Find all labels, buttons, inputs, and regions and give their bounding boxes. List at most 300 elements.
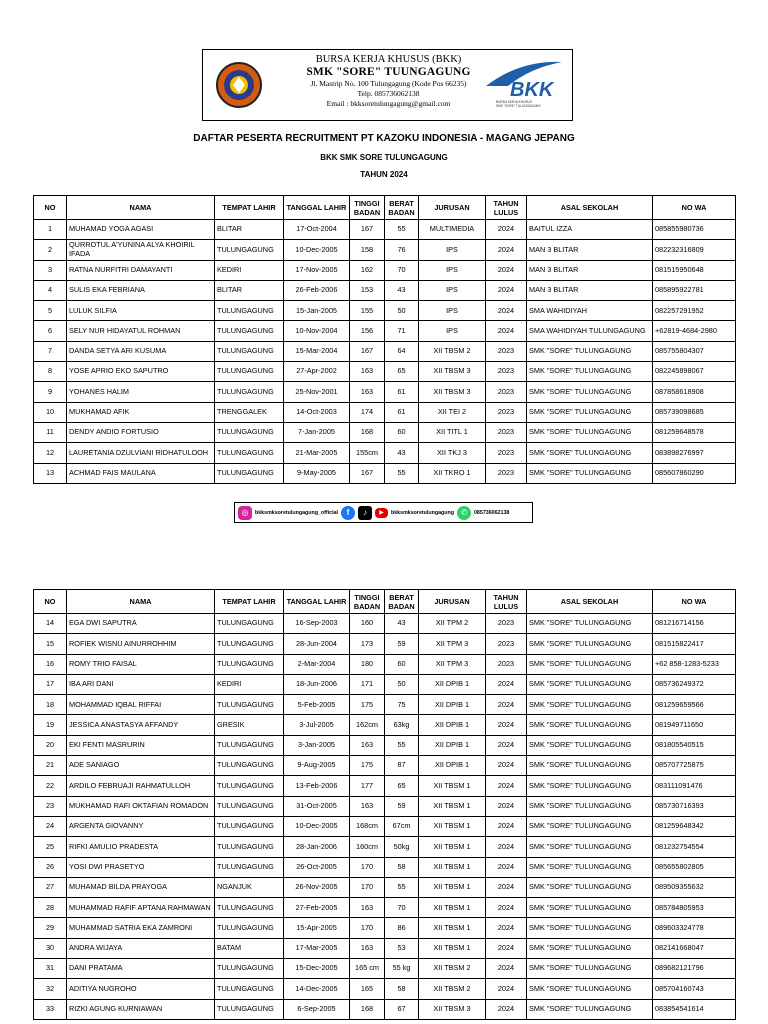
cell-asal-sekolah: SMK "SORE" TULUNGAGUNG [527,654,653,674]
cell-no-wa: 085739098685 [653,402,736,422]
cell-no: 32 [34,979,67,999]
cell-tempat-lahir: TULUNGAGUNG [215,341,284,361]
cell-tahun-lulus: 2024 [486,796,527,816]
cell-tanggal-lahir: 31-Oct-2005 [284,796,350,816]
cell-jurusan: IPS [419,240,486,260]
document-subtitle: BKK SMK SORE TULUNGAGUNG [320,153,448,162]
table-row [34,735,736,755]
cell-jurusan: XII TBSM 2 [419,979,486,999]
letterhead-phone: Telp. 085736062138 [357,89,420,98]
column-header-no: NO [34,196,67,220]
table-row [34,654,736,674]
cell-tahun-lulus: 2024 [486,979,527,999]
cell-berat-badan: 58 [385,857,419,877]
cell-jurusan: XII DPIB 1 [419,756,486,776]
table-row [34,382,736,402]
cell-berat-badan: 55 [385,735,419,755]
table-row [34,837,736,857]
cell-nama: MUKHAMAD RAFI OKTAFIAN ROMADON [67,796,215,816]
school-emblem-icon [213,61,265,109]
cell-asal-sekolah: SMK "SORE" TULUNGAGUNG [527,979,653,999]
cell-asal-sekolah: MAN 3 BLITAR [527,240,653,260]
cell-tanggal-lahir: 26-Nov-2005 [284,877,350,897]
cell-no-wa: 085704160743 [653,979,736,999]
cell-no-wa: 082232316809 [653,240,736,260]
table-row [34,260,736,280]
cell-no: 21 [34,756,67,776]
cell-tahun-lulus: 2023 [486,654,527,674]
cell-jurusan: XII TBSM 2 [419,341,486,361]
column-header-tinggi-badan: TINGGI BADAN [350,590,385,614]
cell-tempat-lahir: TULUNGAGUNG [215,959,284,979]
cell-berat-badan: 43 [385,280,419,300]
cell-jurusan: IPS [419,260,486,280]
cell-jurusan: XII TBSM 1 [419,816,486,836]
cell-no: 15 [34,634,67,654]
cell-tempat-lahir: TULUNGAGUNG [215,634,284,654]
cell-jurusan: XII TPM 3 [419,634,486,654]
cell-asal-sekolah: SMK "SORE" TULUNGAGUNG [527,837,653,857]
cell-no: 2 [34,240,67,260]
cell-no-wa: 085755804307 [653,341,736,361]
whatsapp-icon: ✆ [457,506,471,520]
cell-tinggi-badan: 163 [350,938,385,958]
cell-asal-sekolah: SMK "SORE" TULUNGAGUNG [527,999,653,1019]
cell-asal-sekolah: SMK "SORE" TULUNGAGUNG [527,463,653,483]
cell-tempat-lahir: TULUNGAGUNG [215,776,284,796]
cell-berat-badan: 65 [385,362,419,382]
cell-berat-badan: 55 [385,877,419,897]
cell-asal-sekolah: SMK "SORE" TULUNGAGUNG [527,382,653,402]
cell-tinggi-badan: 163 [350,362,385,382]
cell-tempat-lahir: TULUNGAGUNG [215,463,284,483]
cell-tinggi-badan: 170 [350,857,385,877]
cell-no: 7 [34,341,67,361]
cell-jurusan: XII TBSM 3 [419,382,486,402]
cell-nama: RATNA NURFITRI DAMAYANTI [67,260,215,280]
cell-no: 1 [34,220,67,240]
cell-no-wa: 089509355632 [653,877,736,897]
cell-tahun-lulus: 2024 [486,898,527,918]
column-header-no: NO [34,590,67,614]
cell-asal-sekolah: SMK "SORE" TULUNGAGUNG [527,938,653,958]
cell-nama: RIZKI AGUNG KURNIAWAN [67,999,215,1019]
cell-jurusan: XII TBSM 1 [419,857,486,877]
cell-asal-sekolah: SMK "SORE" TULUNGAGUNG [527,362,653,382]
cell-no-wa: 085855980736 [653,220,736,240]
cell-tahun-lulus: 2024 [486,674,527,694]
cell-tinggi-badan: 173 [350,634,385,654]
cell-no-wa: 081805540515 [653,735,736,755]
column-header-nama: NAMA [67,196,215,220]
table-row [34,341,736,361]
table-row [34,877,736,897]
cell-nama: ROFIEK WISNU AINURROHHIM [67,634,215,654]
cell-tahun-lulus: 2024 [486,877,527,897]
cell-tempat-lahir: BLITAR [215,220,284,240]
cell-tahun-lulus: 2024 [486,260,527,280]
bkk-logo-sub1: BURSA KERJA KHUSUS [496,100,532,104]
cell-no-wa: 085784805953 [653,898,736,918]
cell-tanggal-lahir: 28-Jan-2006 [284,837,350,857]
cell-tempat-lahir: BATAM [215,938,284,958]
cell-tahun-lulus: 2024 [486,756,527,776]
cell-tinggi-badan: 155cm [350,443,385,463]
cell-no: 22 [34,776,67,796]
cell-tanggal-lahir: 17-Mar-2005 [284,938,350,958]
cell-nama: MOHAMMAD IQBAL RIFFAI [67,695,215,715]
cell-tinggi-badan: 163 [350,796,385,816]
cell-asal-sekolah: SMK "SORE" TULUNGAGUNG [527,674,653,694]
cell-berat-badan: 61 [385,402,419,422]
column-header-tahun-lulus: TAHUN LULUS [486,590,527,614]
cell-asal-sekolah: SMK "SORE" TULUNGAGUNG [527,443,653,463]
cell-no: 28 [34,898,67,918]
column-header-tanggal-lahir: TANGGAL LAHIR [284,196,350,220]
column-header-no-wa: NO WA [653,590,736,614]
table-row [34,463,736,483]
cell-nama: MUKHAMAD AFIK [67,402,215,422]
cell-jurusan: IPS [419,301,486,321]
cell-berat-badan: 63kg [385,715,419,735]
cell-no-wa: +62819-4684-2980 [653,321,736,341]
cell-tanggal-lahir: 18-Jun-2006 [284,674,350,694]
cell-berat-badan: 70 [385,260,419,280]
cell-jurusan: XII DPIB 1 [419,695,486,715]
cell-no: 14 [34,614,67,634]
table-row [34,422,736,442]
cell-no: 29 [34,918,67,938]
cell-tanggal-lahir: 25-Nov-2001 [284,382,350,402]
cell-tanggal-lahir: 13-Feb-2006 [284,776,350,796]
column-header-berat-badan: BERAT BADAN [385,196,419,220]
table-row [34,816,736,836]
cell-no-wa: 081949711650 [653,715,736,735]
cell-tahun-lulus: 2024 [486,695,527,715]
cell-tanggal-lahir: 26-Feb-2006 [284,280,350,300]
cell-tinggi-badan: 160cm [350,837,385,857]
cell-tahun-lulus: 2023 [486,422,527,442]
cell-tahun-lulus: 2024 [486,735,527,755]
column-header-jurusan: JURUSAN [419,196,486,220]
social-media-bar [234,502,533,523]
column-header-jurusan: JURUSAN [419,590,486,614]
cell-asal-sekolah: SMA WAHIDIYAH [527,301,653,321]
cell-jurusan: XII TPM 2 [419,614,486,634]
table-header-row [34,590,736,614]
table-row [34,614,736,634]
youtube-handle: bkksmksoretulungagung [391,509,454,516]
cell-tanggal-lahir: 15-Apr-2005 [284,918,350,938]
cell-berat-badan: 50kg [385,837,419,857]
cell-tinggi-badan: 160 [350,614,385,634]
cell-tahun-lulus: 2024 [486,959,527,979]
cell-berat-badan: 55 kg [385,959,419,979]
cell-no-wa: 089603324778 [653,918,736,938]
cell-no: 19 [34,715,67,735]
cell-nama: MUHAMAD YOGA AGASI [67,220,215,240]
cell-tanggal-lahir: 17-Nov-2005 [284,260,350,280]
cell-jurusan: XII TPM 3 [419,654,486,674]
cell-berat-badan: 55 [385,220,419,240]
cell-tanggal-lahir: 9-Aug-2005 [284,756,350,776]
cell-no-wa: 085730716393 [653,796,736,816]
cell-tahun-lulus: 2024 [486,321,527,341]
column-header-tempat-lahir: TEMPAT LAHIR [215,590,284,614]
cell-tanggal-lahir: 17-Oct-2004 [284,220,350,240]
cell-tempat-lahir: TULUNGAGUNG [215,796,284,816]
table-row [34,918,736,938]
cell-tinggi-badan: 155 [350,301,385,321]
cell-jurusan: XII TEI 2 [419,402,486,422]
cell-tanggal-lahir: 15-Jan-2005 [284,301,350,321]
cell-asal-sekolah: MAN 3 BLITAR [527,280,653,300]
table-row [34,715,736,735]
cell-no-wa: 081259648342 [653,816,736,836]
cell-tanggal-lahir: 27-Feb-2005 [284,898,350,918]
cell-asal-sekolah: SMK "SORE" TULUNGAGUNG [527,614,653,634]
cell-tempat-lahir: TULUNGAGUNG [215,979,284,999]
cell-tinggi-badan: 167 [350,341,385,361]
cell-tempat-lahir: TULUNGAGUNG [215,301,284,321]
cell-no: 11 [34,422,67,442]
cell-nama: EKI FENTI MASRURIN [67,735,215,755]
cell-asal-sekolah: SMK "SORE" TULUNGAGUNG [527,959,653,979]
cell-tahun-lulus: 2024 [486,280,527,300]
cell-tanggal-lahir: 7-Jan-2005 [284,422,350,442]
cell-tinggi-badan: 163 [350,898,385,918]
cell-nama: YOSE APRIO EKO SAPUTRO [67,362,215,382]
cell-asal-sekolah: SMK "SORE" TULUNGAGUNG [527,715,653,735]
bkk-logo-text: BKK [510,79,554,101]
facebook-icon: f [341,506,355,520]
cell-nama: JESSICA ANASTASYA AFFANDY [67,715,215,735]
cell-nama: ANDRA WIJAYA [67,938,215,958]
cell-tempat-lahir: TULUNGAGUNG [215,857,284,877]
cell-no-wa: 082141668047 [653,938,736,958]
cell-no: 33 [34,999,67,1019]
cell-tahun-lulus: 2024 [486,776,527,796]
cell-berat-badan: 67cm [385,816,419,836]
cell-tahun-lulus: 2024 [486,918,527,938]
cell-nama: RIFKI AMULIO PRADESTA [67,837,215,857]
cell-berat-badan: 43 [385,614,419,634]
table-row [34,634,736,654]
cell-tanggal-lahir: 28-Jun-2004 [284,634,350,654]
cell-jurusan: XII DPIB 1 [419,674,486,694]
cell-nama: DENDY ANDIO FORTUSIO [67,422,215,442]
cell-tahun-lulus: 2023 [486,634,527,654]
letterhead [202,49,573,121]
cell-jurusan: IPS [419,280,486,300]
cell-tinggi-badan: 163 [350,735,385,755]
cell-asal-sekolah: SMK "SORE" TULUNGAGUNG [527,877,653,897]
cell-no-wa: +62 858-1283-5233 [653,654,736,674]
cell-no-wa: 083898276997 [653,443,736,463]
column-header-tempat-lahir: TEMPAT LAHIR [215,196,284,220]
cell-tahun-lulus: 2023 [486,443,527,463]
cell-tempat-lahir: NGANJUK [215,877,284,897]
cell-tanggal-lahir: 6-Sep-2005 [284,999,350,1019]
table-row [34,756,736,776]
cell-berat-badan: 58 [385,979,419,999]
cell-no: 16 [34,654,67,674]
table-row [34,796,736,816]
cell-no: 27 [34,877,67,897]
cell-jurusan: XII TBSM 1 [419,837,486,857]
letterhead-school: SMK "SORE" TUUNGAGUNG [306,66,471,78]
cell-asal-sekolah: SMK "SORE" TULUNGAGUNG [527,816,653,836]
table-row [34,695,736,715]
table-row [34,674,736,694]
cell-asal-sekolah: SMK "SORE" TULUNGAGUNG [527,918,653,938]
cell-no: 17 [34,674,67,694]
cell-tempat-lahir: TULUNGAGUNG [215,756,284,776]
cell-berat-badan: 60 [385,422,419,442]
cell-tinggi-badan: 153 [350,280,385,300]
cell-no: 26 [34,857,67,877]
cell-berat-badan: 64 [385,341,419,361]
cell-berat-badan: 71 [385,321,419,341]
cell-tanggal-lahir: 3-Jul-2005 [284,715,350,735]
cell-tinggi-badan: 170 [350,877,385,897]
cell-tanggal-lahir: 10-Nov-2004 [284,321,350,341]
cell-berat-badan: 65 [385,776,419,796]
cell-no: 10 [34,402,67,422]
cell-jurusan: XII TBSM 1 [419,776,486,796]
cell-no: 5 [34,301,67,321]
cell-tanggal-lahir: 10-Dec-2005 [284,816,350,836]
cell-jurusan: IPS [419,321,486,341]
cell-nama: SULIS EKA FEBRIANA [67,280,215,300]
cell-jurusan: MULTIMEDIA [419,220,486,240]
column-header-asal-sekolah: ASAL SEKOLAH [527,590,653,614]
cell-tanggal-lahir: 9-May-2005 [284,463,350,483]
document-title: DAFTAR PESERTA RECRUITMENT PT KAZOKU INDONESIA - MAGANG JEPANG [193,133,575,144]
cell-nama: QURROTUL A'YUNINA ALYA KHOIRIL IFADA [67,240,215,260]
cell-nama: DANDA SETYA ARI KUSUMA [67,341,215,361]
cell-no-wa: 081259659566 [653,695,736,715]
cell-tanggal-lahir: 27-Apr-2002 [284,362,350,382]
cell-no: 18 [34,695,67,715]
column-header-tanggal-lahir: TANGGAL LAHIR [284,590,350,614]
cell-berat-badan: 76 [385,240,419,260]
cell-nama: LULUK SILFIA [67,301,215,321]
cell-tempat-lahir: KEDIRI [215,674,284,694]
tiktok-icon: ♪ [358,506,372,520]
cell-tahun-lulus: 2024 [486,240,527,260]
cell-tinggi-badan: 162cm [350,715,385,735]
cell-no-wa: 085707725875 [653,756,736,776]
cell-no-wa: 081232754554 [653,837,736,857]
cell-no: 20 [34,735,67,755]
cell-tinggi-badan: 165 [350,979,385,999]
cell-asal-sekolah: SMK "SORE" TULUNGAGUNG [527,796,653,816]
cell-tahun-lulus: 2023 [486,614,527,634]
table-row [34,301,736,321]
column-header-asal-sekolah: ASAL SEKOLAH [527,196,653,220]
cell-berat-badan: 75 [385,695,419,715]
cell-tempat-lahir: KEDIRI [215,260,284,280]
cell-tempat-lahir: TULUNGAGUNG [215,443,284,463]
cell-tahun-lulus: 2023 [486,341,527,361]
cell-berat-badan: 50 [385,301,419,321]
cell-tanggal-lahir: 14-Dec-2005 [284,979,350,999]
letterhead-org: BURSA KERJA KHUSUS (BKK) [315,54,462,65]
cell-tempat-lahir: TULUNGAGUNG [215,695,284,715]
cell-berat-badan: 59 [385,634,419,654]
cell-tahun-lulus: 2024 [486,715,527,735]
cell-nama: ADE SANIAGO [67,756,215,776]
cell-no: 6 [34,321,67,341]
cell-nama: ARGENTA GIOVANNY [67,816,215,836]
cell-jurusan: XII TBSM 1 [419,918,486,938]
cell-tinggi-badan: 165 cm [350,959,385,979]
cell-asal-sekolah: SMK "SORE" TULUNGAGUNG [527,695,653,715]
cell-tempat-lahir: TULUNGAGUNG [215,614,284,634]
cell-tahun-lulus: 2023 [486,382,527,402]
cell-berat-badan: 59 [385,796,419,816]
bkk-logo-icon [480,56,566,110]
cell-asal-sekolah: SMK "SORE" TULUNGAGUNG [527,341,653,361]
cell-asal-sekolah: MAN 3 BLITAR [527,260,653,280]
cell-tinggi-badan: 168cm [350,816,385,836]
cell-no: 13 [34,463,67,483]
table-row [34,240,736,260]
cell-no: 25 [34,837,67,857]
cell-tinggi-badan: 167 [350,220,385,240]
cell-tempat-lahir: GRESIK [215,715,284,735]
cell-jurusan: XII TKRO 1 [419,463,486,483]
cell-jurusan: XII TBSM 2 [419,959,486,979]
cell-no: 4 [34,280,67,300]
cell-berat-badan: 50 [385,674,419,694]
cell-tahun-lulus: 2024 [486,999,527,1019]
cell-tinggi-badan: 174 [350,402,385,422]
column-header-nama: NAMA [67,590,215,614]
cell-berat-badan: 55 [385,463,419,483]
cell-tanggal-lahir: 3-Jan-2005 [284,735,350,755]
cell-tempat-lahir: TULUNGAGUNG [215,837,284,857]
cell-nama: MUHAMMAD SATRIA EKA ZAMRONI [67,918,215,938]
cell-asal-sekolah: SMK "SORE" TULUNGAGUNG [527,776,653,796]
cell-no: 8 [34,362,67,382]
cell-tempat-lahir: TULUNGAGUNG [215,816,284,836]
cell-nama: SELY NUR HIDAYATUL ROHMAN [67,321,215,341]
cell-nama: DANI PRATAMA [67,959,215,979]
table-row [34,857,736,877]
cell-tanggal-lahir: 16-Sep-2003 [284,614,350,634]
cell-no-wa: 081515822417 [653,634,736,654]
cell-tinggi-badan: 168 [350,422,385,442]
cell-tempat-lahir: BLITAR [215,280,284,300]
cell-tahun-lulus: 2024 [486,857,527,877]
table-row [34,999,736,1019]
cell-tempat-lahir: TULUNGAGUNG [215,422,284,442]
table-row [34,402,736,422]
cell-no: 31 [34,959,67,979]
cell-tinggi-badan: 162 [350,260,385,280]
cell-no-wa: 085607860290 [653,463,736,483]
cell-asal-sekolah: SMA WAHIDIYAH TULUNGAGUNG [527,321,653,341]
table-row [34,321,736,341]
cell-tanggal-lahir: 15-Dec-2005 [284,959,350,979]
cell-nama: MUHAMMAD RAFIF APTANA RAHMAWAN [67,898,215,918]
cell-nama: ROMY TRIO FAISAL [67,654,215,674]
cell-asal-sekolah: SMK "SORE" TULUNGAGUNG [527,857,653,877]
cell-berat-badan: 60 [385,654,419,674]
cell-berat-badan: 43 [385,443,419,463]
